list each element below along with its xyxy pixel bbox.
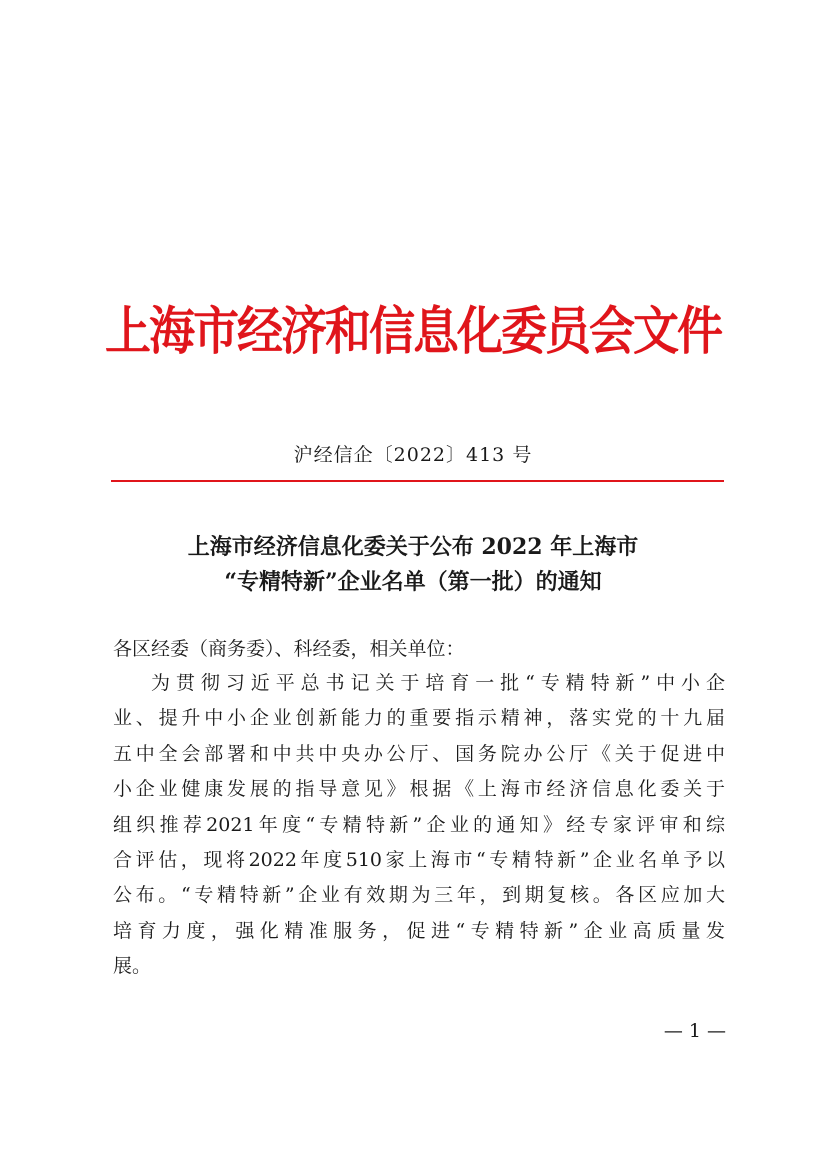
page-number: — 1 — <box>663 1020 726 1042</box>
masthead-title: 上海市经济和信息化委员会文件 <box>105 300 721 362</box>
body-line: 业、提升中小企业创新能力的重要指示精神，落实党的十九届 <box>113 707 725 730</box>
body-paragraph <box>113 666 725 985</box>
body-line: 五中全会部署和中共中央办公厅、国务院办公厅《关于促进中 <box>113 742 725 765</box>
salutation: 各区经委（商务委）、科经委，相关单位： <box>113 638 465 660</box>
body-line: 为贯彻习近平总书记关于培育一批“专精特新”中小企 <box>151 672 725 694</box>
notice-title-line-2: “专精特新”企业名单（第一批）的通知 <box>224 569 602 595</box>
document-number: 沪经信企〔2022〕413 号 <box>293 444 533 466</box>
body-line: 组织推荐2021年度“专精特新”企业的通知》经专家评审和综 <box>113 813 725 836</box>
notice-title <box>100 530 726 600</box>
body-line: 小企业健康发展的指导意见》根据《上海市经济信息化委关于 <box>113 778 725 801</box>
body-line: 展。 <box>113 955 152 978</box>
body-line: 公布。“专精特新”企业有效期为三年，到期复核。各区应加大 <box>113 884 725 907</box>
red-divider-line <box>111 480 724 482</box>
body-line: 合评估，现将2022年度510家上海市“专精特新”企业名单予以 <box>113 848 725 871</box>
body-line: 培育力度，强化精准服务，促进“专精特新”企业高质量发 <box>113 919 725 942</box>
notice-title-line-1: 上海市经济信息化委关于公布 2022 年上海市 <box>187 534 639 560</box>
